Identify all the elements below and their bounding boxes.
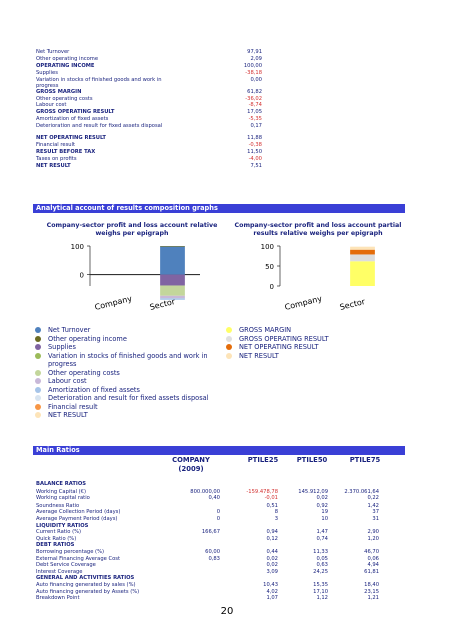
- legend-swatch-icon: [226, 327, 232, 333]
- ratio-cell-c: 166,67: [201, 529, 220, 536]
- ratio-cell-c: 0,40: [208, 495, 220, 502]
- bar-segment: [160, 275, 185, 286]
- col-header-ptile50: PTILE50: [296, 456, 328, 464]
- legend-label: Supplies: [48, 343, 76, 351]
- ratio-cell-p25: 0,12: [266, 535, 278, 542]
- ratio-cell-p25: 0,94: [266, 529, 278, 536]
- ratio-cell-p50: 1,47: [316, 529, 328, 536]
- ratio-cell-p25: 0,02: [266, 562, 278, 569]
- bar-segment: [160, 247, 185, 275]
- legend-swatch-icon: [35, 387, 41, 393]
- income-row-value: 100,00: [243, 62, 262, 69]
- ratio-cell-p75: 4,94: [367, 562, 379, 569]
- legend-item: [226, 343, 406, 352]
- bar-segment: [350, 254, 375, 261]
- bar-segment: [160, 246, 185, 247]
- bar-segment: [350, 261, 375, 286]
- ratio-cell-p50: 11,33: [313, 549, 328, 555]
- legend-item: [35, 411, 230, 420]
- ratio-cell-c: 0: [216, 516, 220, 522]
- y-tick-label: 0: [79, 271, 84, 280]
- ratio-row-label: Interest Coverage: [36, 568, 83, 575]
- legend-swatch-icon: [35, 353, 41, 359]
- legend-item: [35, 352, 230, 369]
- ratio-row-label: Working capital ratio: [36, 495, 90, 502]
- legend-label: Labour cost: [48, 377, 87, 385]
- ratio-row-label: Breakdown Point: [36, 595, 80, 602]
- income-row-value: 11,50: [247, 148, 262, 155]
- page-number: 20: [220, 606, 234, 617]
- legend-label: NET OPERATING RESULT: [239, 343, 319, 351]
- legend-swatch-icon: [35, 344, 41, 350]
- ratio-section-label: LIQUIDITY RATIOS: [36, 522, 89, 529]
- ratio-cell-p25: 3: [274, 516, 278, 522]
- ratio-cell-p25: 0,44: [266, 549, 278, 555]
- income-row-label: Amortization of fixed assets: [36, 116, 109, 123]
- income-row-value: -38,18: [245, 69, 262, 76]
- ratio-cell-p50: 0,63: [316, 562, 328, 569]
- income-row-value: -4,00: [248, 155, 262, 162]
- ratio-cell-p50: 17,10: [313, 588, 328, 595]
- ratio-row-label: Soundness Ratio: [36, 502, 80, 509]
- ratio-cell-p50: 0,74: [316, 535, 328, 542]
- ratio-row-label: External Financing Average Cost: [36, 555, 120, 562]
- income-row-value: 0,17: [250, 123, 262, 130]
- ratio-cell-p50: 24,25: [313, 568, 328, 575]
- ratio-cell-p25: 3,09: [266, 568, 278, 575]
- ratio-cell-p25: 0,02: [266, 555, 278, 562]
- income-row-label: Supplies: [36, 69, 58, 76]
- ratio-cell-p75: 37: [372, 509, 379, 516]
- y-tick-label: 0: [269, 283, 274, 291]
- ratio-cell-c: 60,00: [205, 549, 220, 555]
- section-header-ratios: Main Ratios: [33, 446, 405, 455]
- ratio-cell-p75: 0,06: [367, 555, 379, 562]
- ratio-cell-p25: 1,07: [266, 595, 278, 602]
- income-row-value: 97,91: [247, 49, 262, 55]
- income-row-value: 2,09: [250, 55, 262, 62]
- ratio-section-label: GENERAL AND ACTIVITIES RATIOS: [36, 575, 135, 582]
- bar-segment: [160, 285, 185, 295]
- chart-right-title: Company-sector profit and loss account partial results relative weighs per epigraph: [234, 222, 402, 237]
- income-row-value: -5,35: [248, 116, 262, 123]
- income-row-label: Other operating income: [36, 55, 99, 62]
- ratio-cell-c: 800.000,00: [190, 488, 220, 495]
- ratio-cell-p75: 61,81: [364, 568, 379, 575]
- legend-item: [35, 394, 230, 403]
- legend-label: Other operating costs: [48, 368, 120, 377]
- ratio-row-label: Working Capital (€): [36, 488, 86, 495]
- x-tick-label: Company: [283, 293, 323, 312]
- ratio-cell-p50: 10: [321, 516, 328, 522]
- ratio-row-label: Auto financing generated by Assets (%): [36, 588, 140, 595]
- chart-right: [250, 240, 410, 320]
- income-row-label: Labour cost: [36, 102, 67, 109]
- legend-swatch-icon: [226, 353, 232, 359]
- income-row-value: -36,02: [245, 95, 262, 102]
- chart-left: [60, 240, 220, 320]
- ratio-cell-p75: 1,21: [367, 595, 379, 602]
- income-row-value: -8,74: [248, 102, 262, 109]
- ratio-row-label: Quick Ratio (%): [36, 535, 77, 542]
- ratio-row-label: Debt Service Coverage: [36, 562, 96, 569]
- y-tick-label: 50: [265, 263, 274, 271]
- x-tick-label: Sector: [338, 296, 366, 312]
- x-tick-label: Company: [93, 293, 133, 312]
- legend-label: Financial result: [48, 402, 98, 411]
- legend-swatch-icon: [35, 370, 41, 376]
- ratio-cell-p25: 4,02: [266, 588, 278, 595]
- ratio-row-label: Average Payment Period (days): [36, 516, 118, 522]
- ratio-cell-p50: 0,02: [316, 495, 328, 502]
- legend-swatch-icon: [35, 412, 41, 418]
- legend-item: [35, 326, 230, 335]
- ratio-cell-p25: -159.478,78: [246, 488, 278, 495]
- legend-item: [226, 352, 406, 361]
- income-row-label: Financial result: [36, 142, 76, 148]
- legend-label: GROSS MARGIN: [239, 326, 292, 334]
- income-row-label: Deterioration and result for fixed assets disposal: [36, 123, 163, 130]
- ratio-cell-p25: -0,01: [264, 495, 278, 502]
- legend-item: [35, 403, 230, 412]
- ratio-section-label: BALANCE RATIOS: [36, 481, 87, 487]
- col-header-ptile25: PTILE25: [247, 456, 279, 464]
- legend-swatch-icon: [226, 336, 232, 342]
- legend-label: NET RESULT: [48, 411, 88, 419]
- legend-swatch-icon: [35, 395, 41, 401]
- legend-label: Net Turnover: [48, 326, 91, 334]
- ratio-cell-p25: 0,51: [266, 502, 278, 509]
- ratio-cell-p50: 0,05: [316, 555, 328, 562]
- legend-item: [35, 343, 230, 352]
- legend-swatch-icon: [35, 336, 41, 342]
- income-row-value: 0,00: [250, 76, 262, 83]
- income-row-label: Taxes on profits: [36, 155, 77, 162]
- ratio-cell-p25: 8: [274, 509, 278, 516]
- legend-label: Other operating income: [48, 334, 127, 343]
- section-header-graphs: Analytical account of results composition graphs: [33, 204, 405, 213]
- ratio-cell-p50: 19: [321, 509, 328, 516]
- ratio-cell-p75: 2,90: [367, 529, 379, 536]
- income-row-value: 11,88: [247, 135, 262, 142]
- income-row-label: NET OPERATING RESULT: [36, 135, 106, 142]
- legend-right: [226, 326, 406, 360]
- legend-left: [35, 326, 230, 420]
- legend-label: Variation in stocks of finished goods and work in progress: [48, 351, 208, 368]
- legend-item: [35, 386, 230, 395]
- bar-segment: [350, 250, 375, 255]
- income-row-label: Other operating costs: [36, 95, 93, 102]
- legend-swatch-icon: [35, 378, 41, 384]
- legend-item: [35, 369, 230, 378]
- ratio-row-label: Average Collection Period (days): [36, 509, 121, 516]
- ratio-cell-p75: 2.370.061,64: [344, 488, 379, 495]
- legend-item: [35, 377, 230, 386]
- income-row-label: Variation in stocks of finished goods and work in progress: [36, 76, 162, 89]
- income-row-label: Net Turnover: [36, 49, 70, 55]
- y-tick-label: 100: [70, 243, 84, 251]
- y-tick-label: 100: [260, 243, 274, 251]
- ratio-cell-p75: 1,42: [367, 502, 379, 509]
- legend-label: Deterioration and result for fixed assets disposal: [48, 394, 209, 402]
- income-row-label: GROSS OPERATING RESULT: [36, 109, 115, 116]
- legend-item: [35, 335, 230, 344]
- ratio-cell-p75: 46,70: [364, 549, 379, 555]
- income-row-label: NET RESULT: [36, 162, 71, 169]
- ratio-cell-p25: 10,43: [263, 582, 278, 588]
- col-header-company: COMPANY (2009): [172, 456, 210, 473]
- legend-label: Amortization of fixed assets: [48, 385, 140, 394]
- ratio-cell-p75: 23,15: [364, 588, 379, 595]
- ratio-cell-c: 0,83: [208, 555, 220, 562]
- income-row-value: 61,82: [247, 88, 262, 95]
- ratio-cell-p75: 0,22: [367, 495, 379, 502]
- income-row-label: OPERATING INCOME: [36, 62, 95, 69]
- legend-swatch-icon: [35, 404, 41, 410]
- legend-label: GROSS OPERATING RESULT: [239, 334, 329, 343]
- legend-label: NET RESULT: [239, 351, 279, 360]
- ratio-cell-p50: 1,12: [316, 595, 328, 602]
- legend-item: [226, 335, 406, 344]
- bar-segment: [350, 247, 375, 250]
- ratio-cell-p75: 1,20: [367, 535, 379, 542]
- ratio-section-label: DEBT RATIOS: [36, 542, 75, 549]
- legend-swatch-icon: [226, 344, 232, 350]
- x-tick-label: Sector: [148, 296, 176, 312]
- ratio-cell-p75: 31: [372, 516, 379, 522]
- ratio-row-label: Current Ratio (%): [36, 529, 82, 536]
- income-row-label: GROSS MARGIN: [36, 88, 82, 95]
- ratio-row-label: Auto financing generated by sales (%): [36, 582, 136, 588]
- ratio-cell-c: 0: [216, 509, 220, 516]
- col-header-ptile75: PTILE75: [349, 456, 381, 464]
- legend-item: [226, 326, 406, 335]
- ratio-cell-p50: 145.912,09: [298, 488, 328, 495]
- ratio-row-label: Borrowing percentage (%): [36, 549, 105, 555]
- income-row-value: -0,38: [248, 142, 262, 148]
- chart-left-title: Company-sector profit and loss account relative weighs per epigraph: [46, 222, 218, 237]
- income-row-value: 7,51: [250, 162, 262, 169]
- ratio-cell-p75: 18,40: [364, 582, 379, 588]
- legend-swatch-icon: [35, 327, 41, 333]
- income-row-label: RESULT BEFORE TAX: [36, 148, 96, 155]
- ratio-cell-p50: 15,35: [313, 582, 328, 588]
- ratio-cell-p50: 0,92: [316, 502, 328, 509]
- income-row-value: 17,05: [247, 109, 262, 116]
